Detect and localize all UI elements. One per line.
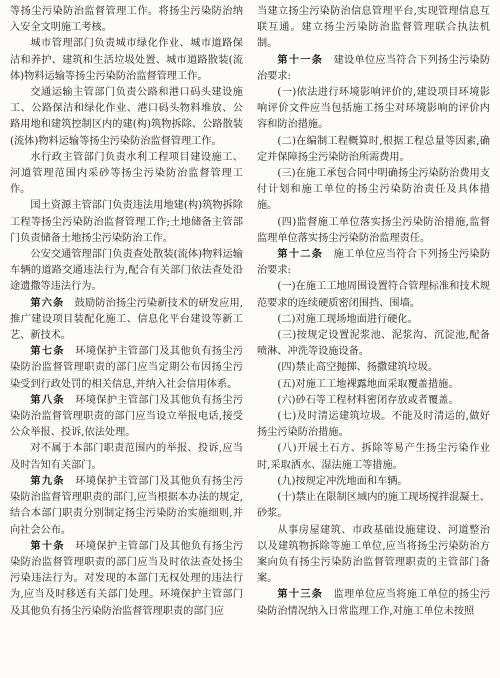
paragraph: [10, 198, 243, 247]
left-column: [10, 4, 243, 678]
paragraph-text: (七)及时清运建筑垃圾。不能及时清运的,做好扬尘污染防治措施。: [257, 411, 490, 439]
paragraph-text: 从事房屋建筑、市政基础设施建设、河道整治以及建筑物拆除等施工单位,应当将扬尘污染防治方案向负有扬尘污染防治监督管理职责的主管部门备案。: [257, 524, 490, 585]
article-paragraph: [10, 344, 243, 393]
paragraph-text: 环境保护主管部门及其他负有扬尘污染防治监督管理职责的部门应当设立举报电话,接受公众举报、投诉,依法处理。: [10, 394, 244, 439]
paragraph-text: (四)禁止高空抛掷、扬撒建筑垃圾。: [277, 362, 439, 374]
paragraph-text: 环境保护主管部门及其他负有扬尘污染防治监督管理职责的部门应当及时依法查处扬尘污染违法行为。对发现的本部门无权处理的违法行为,应当及时移送有关部门处理。环境保护主管部门及其他负有扬尘污染防治监督管理职责的部门应: [10, 540, 244, 617]
paragraph-text: (三)在施工承包合同中明确扬尘污染防治费用支付计划和施工单位的扬尘污染防治责任及具体措施。: [257, 168, 490, 212]
article-number: 第十条: [30, 540, 65, 552]
article-number: 第十三条: [277, 589, 324, 601]
paragraph-text: 鼓励防治扬尘污染新技术的研发应用,推广建设项目装配化施工、信息化平台建设等新工艺、新技术。: [10, 297, 244, 342]
paragraph: [257, 474, 490, 490]
paragraph-text: (一)在施工工地周围设置符合管理标准和技术规范要求的连续硬质密闭围挡、围墙。: [257, 281, 490, 309]
paragraph-text: 交通运输主管部门负责公路和港口码头建设施工、公路保洁和绿化作业、港口码头物料堆放、公路用地和建筑控制区内的建(构)筑物拆除、公路散装(流体)物料运输等扬尘污染防治监督管理工作。: [10, 87, 243, 147]
continued-paragraph: [257, 4, 490, 53]
article-paragraph: [10, 296, 243, 345]
paragraph: [257, 215, 490, 247]
article-paragraph: [257, 247, 490, 279]
paragraph-text: 国土资源主管部门负责违法用地建(构)筑物拆除工程等扬尘污染防治监督管理工作;土地储备主管部门负责储备土地扬尘污染防治工作。: [10, 200, 243, 244]
paragraph-text: (九)按规定冲洗地面和车辆。: [277, 475, 408, 487]
paragraph: [10, 36, 243, 85]
article-paragraph: [10, 393, 243, 442]
article-paragraph: [257, 587, 490, 619]
paragraph: [257, 409, 490, 441]
paragraph: [257, 441, 490, 473]
article-number: 第九条: [30, 475, 65, 487]
paragraph: [257, 523, 490, 588]
paragraph: [257, 166, 490, 215]
paragraph-text: 公安交通管理部门负责查处散装(流体)物料运输车辆的道路交通违法行为,配合有关部门依法查处沿途遗撒等违法行为。: [10, 249, 243, 293]
paragraph: [257, 85, 490, 134]
paragraph: [257, 360, 490, 376]
paragraph-text: 建设单位应当符合下列扬尘污染防治要求:: [257, 54, 491, 82]
paragraph-text: (一)依法进行环境影响评价的,建设项目环境影响评价文件应当包括施工扬尘对环境影响的评价内容和防治措施。: [257, 87, 490, 131]
paragraph-text: 对不属于本部门职责范围内的举报、投诉,应当及时告知有关部门。: [10, 443, 243, 471]
article-number: 第七条: [30, 346, 65, 358]
paragraph-text: 当建立扬尘污染防治信息管理平台,实现管理信息互联互通。建立扬尘污染防治监督管理联合执法机制。: [257, 6, 490, 50]
paragraph-text: (二)在编制工程概算时,根据工程总量等因素,确定并保障扬尘污染防治所需费用。: [257, 135, 490, 163]
paragraph: [10, 247, 243, 296]
paragraph-text: 环境保护主管部门及其他负有扬尘污染防治监督管理职责的部门,应当根据本办法的规定,结合本部门职责分别制定扬尘污染防治实施细则,并向社会公布。: [10, 475, 244, 536]
paragraph: [257, 393, 490, 409]
paragraph-text: (四)监督施工单位落实扬尘污染防治措施,监督监理单位落实扬尘污染防治监理责任。: [257, 216, 490, 244]
paragraph-text: 等扬尘污染防治监督管理工作。将扬尘污染防治纳入安全文明施工考核。: [10, 6, 243, 34]
paragraph-text: 水行政主管部门负责水利工程项目建设施工、河道管理范围内采砂等扬尘污染防治监督管理工作。: [10, 151, 243, 196]
article-number: 第八条: [30, 394, 65, 406]
article-paragraph: [10, 539, 243, 620]
paragraph: [257, 134, 490, 166]
paragraph: [257, 377, 490, 393]
paragraph-text: (六)砂石等工程材料密闭存放或者覆盖。: [277, 394, 459, 406]
continued-paragraph: [10, 4, 243, 36]
paragraph-text: 施工单位应当符合下列扬尘污染防治要求:: [257, 249, 491, 277]
paragraph: [10, 150, 243, 199]
paragraph-text: (三)按规定设置泥浆池、泥浆沟、沉淀池,配备喷淋、冲洗等设施设备。: [257, 330, 490, 358]
paragraph-text: (十)禁止在限制区域内的施工现场搅拌混凝土、砂浆。: [257, 492, 490, 520]
paragraph-text: (五)对施工工地裸露地面采取覆盖措施。: [277, 378, 459, 390]
article-paragraph: [257, 53, 490, 85]
article-number: 第六条: [30, 297, 65, 309]
article-number: 第十一条: [277, 54, 324, 66]
paragraph-text: (八)开展土石方、拆除等易产生扬尘污染作业时,采取洒水、湿法施工等措施。: [257, 443, 490, 471]
paragraph: [257, 490, 490, 522]
paragraph: [10, 85, 243, 150]
article-paragraph: [10, 474, 243, 539]
paragraph-text: 监理单位应当将施工单位的扬尘污染防治情况纳入日常监理工作,对施工单位未按照: [257, 589, 491, 617]
paragraph: [10, 441, 243, 473]
paragraph: [257, 312, 490, 328]
paragraph: [257, 279, 490, 311]
article-number: 第十二条: [277, 249, 324, 261]
paragraph: [257, 328, 490, 360]
right-column: [257, 4, 490, 678]
paragraph-text: (二)对施工现场地面进行硬化。: [277, 313, 418, 325]
paragraph-text: 城市管理部门负责城市绿化作业、城市道路保洁和养护、建筑和生活垃圾处置、城市道路散装(流体)物料运输等扬尘污染防治监督管理工作。: [10, 38, 243, 82]
paragraph-text: 环境保护主管部门及其他负有扬尘污染防治监督管理职责的部门应当定期公布因扬尘污染受到行政处罚的相关信息,并纳入社会信用体系。: [10, 346, 244, 390]
